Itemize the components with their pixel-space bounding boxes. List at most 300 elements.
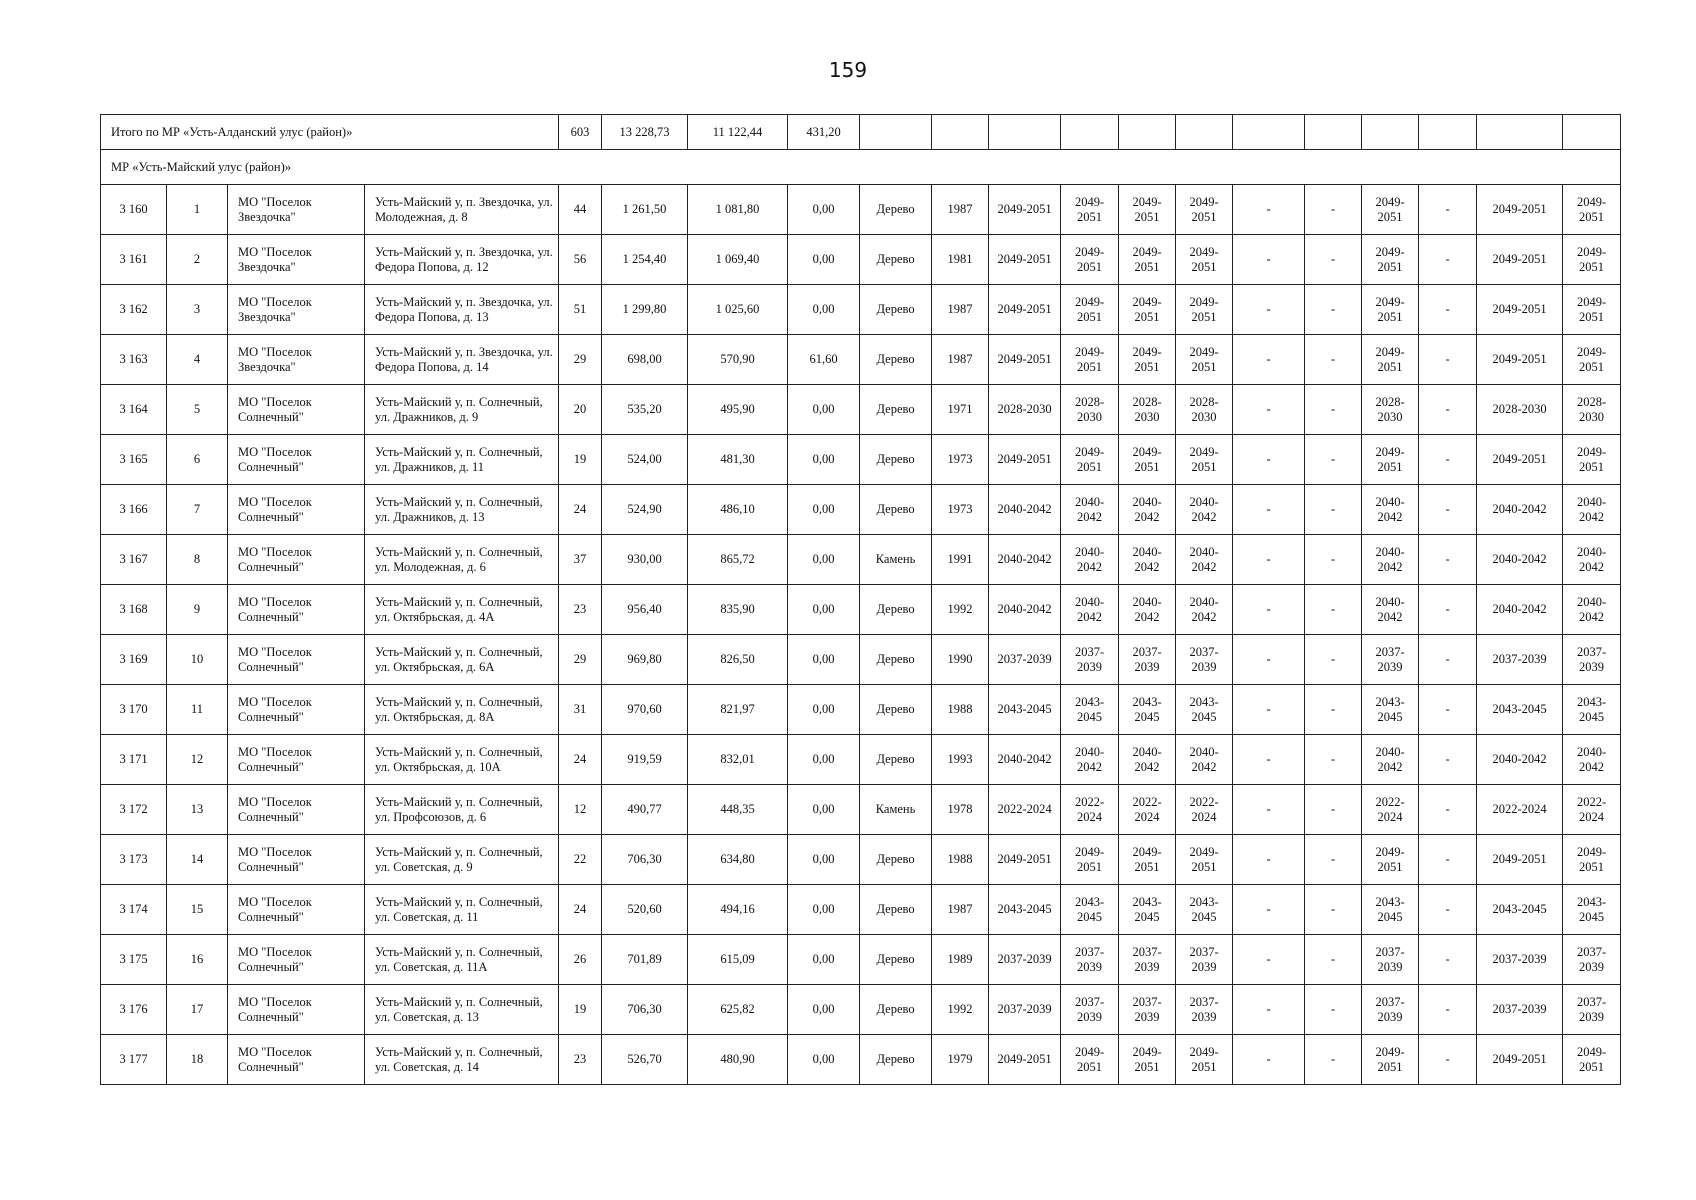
cell-period-10: 2037-2039 (1563, 985, 1621, 1035)
cell-residents: 51 (559, 285, 602, 335)
cell-year: 1988 (932, 835, 989, 885)
cell-period-8: - (1419, 435, 1477, 485)
cell-address: Усть-Майский у, п. Солнечный, ул. Октябрьская, д. 4А (365, 585, 559, 635)
empty-cell (1362, 115, 1419, 150)
cell-period-8: - (1419, 535, 1477, 585)
cell-period-9: 2037-2039 (1477, 935, 1563, 985)
cell-period-2: 2049-2051 (1061, 435, 1119, 485)
cell-residential-area: 486,10 (688, 485, 788, 535)
table-row (101, 485, 1621, 535)
cell-municipality: МО "Поселок Солнечный" (228, 835, 365, 885)
cell-period-2: 2049-2051 (1061, 235, 1119, 285)
cell-wall-material: Дерево (860, 185, 932, 235)
cell-total-area: 956,40 (602, 585, 688, 635)
cell-period-7: 2049-2051 (1362, 435, 1419, 485)
cell-residential-area: 832,01 (688, 735, 788, 785)
cell-period-5: - (1233, 535, 1305, 585)
cell-residents: 19 (559, 435, 602, 485)
cell-period-5: - (1233, 835, 1305, 885)
cell-period-2: 2040-2042 (1061, 485, 1119, 535)
cell-period-6: - (1305, 385, 1362, 435)
cell-municipality: МО "Поселок Солнечный" (228, 585, 365, 635)
cell-period-7: 2037-2039 (1362, 935, 1419, 985)
cell-total-area: 526,70 (602, 1035, 688, 1085)
cell-id: 3 166 (101, 485, 167, 535)
cell-nonresidential-area: 0,00 (788, 485, 860, 535)
cell-year: 1971 (932, 385, 989, 435)
cell-nonresidential-area: 0,00 (788, 385, 860, 435)
cell-period-2: 2037-2039 (1061, 635, 1119, 685)
cell-residential-area: 835,90 (688, 585, 788, 635)
cell-period-3: 2049-2051 (1119, 835, 1176, 885)
cell-period-8: - (1419, 585, 1477, 635)
cell-total-area: 1 299,80 (602, 285, 688, 335)
cell-address: Усть-Майский у, п. Солнечный, ул. Профсоюзов, д. 6 (365, 785, 559, 835)
cell-period-7: 2028-2030 (1362, 385, 1419, 435)
cell-id: 3 168 (101, 585, 167, 635)
cell-residents: 22 (559, 835, 602, 885)
cell-period-8: - (1419, 685, 1477, 735)
empty-cell (1233, 115, 1305, 150)
cell-period-9: 2043-2045 (1477, 685, 1563, 735)
empty-cell (1477, 115, 1563, 150)
cell-municipality: МО "Поселок Солнечный" (228, 985, 365, 1035)
cell-address: Усть-Майский у, п. Звездочка, ул. Молодежная, д. 8 (365, 185, 559, 235)
cell-nonresidential-area: 0,00 (788, 735, 860, 785)
cell-period-3: 2049-2051 (1119, 235, 1176, 285)
table-row (101, 585, 1621, 635)
cell-municipality: МО "Поселок Солнечный" (228, 735, 365, 785)
cell-period-3: 2040-2042 (1119, 585, 1176, 635)
cell-nonresidential-area: 0,00 (788, 785, 860, 835)
cell-period-4: 2037-2039 (1176, 985, 1233, 1035)
cell-period-4: 2049-2051 (1176, 435, 1233, 485)
cell-period-4: 2043-2045 (1176, 885, 1233, 935)
cell-period-6: - (1305, 535, 1362, 585)
cell-period-6: - (1305, 735, 1362, 785)
cell-residential-area: 481,30 (688, 435, 788, 485)
cell-total-area: 1 261,50 (602, 185, 688, 235)
cell-wall-material: Дерево (860, 585, 932, 635)
cell-period-4: 2040-2042 (1176, 735, 1233, 785)
table-row (101, 635, 1621, 685)
cell-period-4: 2049-2051 (1176, 185, 1233, 235)
cell-year: 1987 (932, 185, 989, 235)
cell-id: 3 177 (101, 1035, 167, 1085)
cell-period-3: 2040-2042 (1119, 735, 1176, 785)
cell-period-4: 2028-2030 (1176, 385, 1233, 435)
cell-period-8: - (1419, 385, 1477, 435)
cell-period-5: - (1233, 885, 1305, 935)
cell-period-1: 2049-2051 (989, 835, 1061, 885)
housing-register-table (100, 114, 1621, 1085)
cell-period-6: - (1305, 685, 1362, 735)
cell-period-3: 2040-2042 (1119, 535, 1176, 585)
cell-period-4: 2049-2051 (1176, 835, 1233, 885)
cell-period-6: - (1305, 935, 1362, 985)
cell-total-area: 919,59 (602, 735, 688, 785)
cell-period-6: - (1305, 885, 1362, 935)
cell-period-10: 2037-2039 (1563, 635, 1621, 685)
cell-nonresidential-area: 0,00 (788, 285, 860, 335)
cell-period-10: 2040-2042 (1563, 585, 1621, 635)
cell-period-7: 2037-2039 (1362, 985, 1419, 1035)
cell-nonresidential-area: 0,00 (788, 685, 860, 735)
cell-nonresidential-area: 0,00 (788, 985, 860, 1035)
cell-period-9: 2028-2030 (1477, 385, 1563, 435)
total-residential-area: 11 122,44 (688, 115, 788, 150)
cell-address: Усть-Майский у, п. Солнечный, ул. Советская, д. 14 (365, 1035, 559, 1085)
cell-period-4: 2037-2039 (1176, 935, 1233, 985)
cell-period-8: - (1419, 985, 1477, 1035)
cell-period-1: 2049-2051 (989, 235, 1061, 285)
table-row (101, 535, 1621, 585)
total-nonresidential-area: 431,20 (788, 115, 860, 150)
cell-period-10: 2049-2051 (1563, 435, 1621, 485)
cell-address: Усть-Майский у, п. Солнечный, ул. Дражников, д. 9 (365, 385, 559, 435)
cell-year: 1989 (932, 935, 989, 985)
cell-period-3: 2037-2039 (1119, 635, 1176, 685)
cell-period-3: 2043-2045 (1119, 685, 1176, 735)
table-row (101, 335, 1621, 385)
table-row (101, 1035, 1621, 1085)
empty-cell (1563, 115, 1621, 150)
cell-period-8: - (1419, 335, 1477, 385)
cell-period-5: - (1233, 335, 1305, 385)
cell-number: 9 (167, 585, 228, 635)
total-label: Итого по МР «Усть-Алданский улус (район)» (101, 115, 559, 150)
empty-cell (1419, 115, 1477, 150)
cell-period-9: 2049-2051 (1477, 435, 1563, 485)
cell-period-9: 2049-2051 (1477, 285, 1563, 335)
cell-id: 3 160 (101, 185, 167, 235)
cell-period-3: 2049-2051 (1119, 285, 1176, 335)
cell-period-3: 2049-2051 (1119, 435, 1176, 485)
cell-wall-material: Дерево (860, 735, 932, 785)
cell-period-1: 2049-2051 (989, 435, 1061, 485)
cell-period-5: - (1233, 635, 1305, 685)
cell-period-10: 2049-2051 (1563, 1035, 1621, 1085)
cell-period-10: 2049-2051 (1563, 335, 1621, 385)
cell-period-6: - (1305, 185, 1362, 235)
cell-period-9: 2049-2051 (1477, 185, 1563, 235)
cell-id: 3 164 (101, 385, 167, 435)
cell-residential-area: 1 069,40 (688, 235, 788, 285)
cell-period-2: 2043-2045 (1061, 885, 1119, 935)
cell-id: 3 167 (101, 535, 167, 585)
cell-period-7: 2040-2042 (1362, 585, 1419, 635)
cell-municipality: МО "Поселок Звездочка" (228, 185, 365, 235)
cell-period-5: - (1233, 185, 1305, 235)
cell-period-4: 2037-2039 (1176, 635, 1233, 685)
cell-period-4: 2040-2042 (1176, 585, 1233, 635)
cell-period-10: 2022-2024 (1563, 785, 1621, 835)
cell-municipality: МО "Поселок Солнечный" (228, 385, 365, 435)
cell-address: Усть-Майский у, п. Солнечный, ул. Советская, д. 9 (365, 835, 559, 885)
cell-period-9: 2049-2051 (1477, 235, 1563, 285)
cell-period-2: 2037-2039 (1061, 985, 1119, 1035)
cell-period-5: - (1233, 735, 1305, 785)
cell-period-6: - (1305, 635, 1362, 685)
cell-wall-material: Дерево (860, 635, 932, 685)
cell-number: 3 (167, 285, 228, 335)
table-row (101, 435, 1621, 485)
cell-period-5: - (1233, 935, 1305, 985)
table-row (101, 735, 1621, 785)
cell-period-9: 2040-2042 (1477, 585, 1563, 635)
cell-period-2: 2037-2039 (1061, 935, 1119, 985)
cell-period-3: 2049-2051 (1119, 185, 1176, 235)
cell-residential-area: 1 025,60 (688, 285, 788, 335)
table-row (101, 985, 1621, 1035)
cell-id: 3 174 (101, 885, 167, 935)
cell-period-2: 2040-2042 (1061, 585, 1119, 635)
cell-id: 3 171 (101, 735, 167, 785)
cell-residents: 23 (559, 1035, 602, 1085)
empty-cell (860, 115, 932, 150)
cell-period-6: - (1305, 785, 1362, 835)
cell-number: 2 (167, 235, 228, 285)
cell-residential-area: 1 081,80 (688, 185, 788, 235)
cell-period-3: 2037-2039 (1119, 985, 1176, 1035)
cell-address: Усть-Майский у, п. Солнечный, ул. Советская, д. 11А (365, 935, 559, 985)
cell-residential-area: 570,90 (688, 335, 788, 385)
cell-period-8: - (1419, 735, 1477, 785)
cell-total-area: 1 254,40 (602, 235, 688, 285)
cell-period-7: 2040-2042 (1362, 485, 1419, 535)
cell-residents: 37 (559, 535, 602, 585)
cell-number: 1 (167, 185, 228, 235)
cell-address: Усть-Майский у, п. Солнечный, ул. Дражников, д. 11 (365, 435, 559, 485)
cell-period-10: 2049-2051 (1563, 185, 1621, 235)
cell-wall-material: Дерево (860, 685, 932, 735)
cell-total-area: 524,00 (602, 435, 688, 485)
cell-period-2: 2049-2051 (1061, 335, 1119, 385)
district-row (101, 150, 1621, 185)
cell-wall-material: Дерево (860, 435, 932, 485)
cell-period-9: 2040-2042 (1477, 485, 1563, 535)
empty-cell (1061, 115, 1119, 150)
cell-year: 1991 (932, 535, 989, 585)
cell-nonresidential-area: 0,00 (788, 535, 860, 585)
cell-total-area: 520,60 (602, 885, 688, 935)
table-row (101, 885, 1621, 935)
cell-period-6: - (1305, 1035, 1362, 1085)
cell-period-7: 2049-2051 (1362, 185, 1419, 235)
cell-address: Усть-Майский у, п. Солнечный, ул. Советская, д. 13 (365, 985, 559, 1035)
cell-period-5: - (1233, 985, 1305, 1035)
cell-total-area: 535,20 (602, 385, 688, 435)
cell-total-area: 969,80 (602, 635, 688, 685)
cell-nonresidential-area: 0,00 (788, 435, 860, 485)
cell-period-8: - (1419, 185, 1477, 235)
cell-period-4: 2049-2051 (1176, 1035, 1233, 1085)
total-residents: 603 (559, 115, 602, 150)
cell-period-10: 2049-2051 (1563, 285, 1621, 335)
cell-wall-material: Дерево (860, 235, 932, 285)
cell-period-2: 2040-2042 (1061, 735, 1119, 785)
cell-period-1: 2043-2045 (989, 885, 1061, 935)
cell-period-7: 2049-2051 (1362, 235, 1419, 285)
total-area: 13 228,73 (602, 115, 688, 150)
cell-period-7: 2049-2051 (1362, 1035, 1419, 1085)
cell-period-1: 2049-2051 (989, 285, 1061, 335)
cell-nonresidential-area: 0,00 (788, 585, 860, 635)
cell-wall-material: Камень (860, 785, 932, 835)
cell-period-10: 2049-2051 (1563, 235, 1621, 285)
cell-address: Усть-Майский у, п. Звездочка, ул. Федора Попова, д. 13 (365, 285, 559, 335)
cell-year: 1993 (932, 735, 989, 785)
cell-period-10: 2040-2042 (1563, 485, 1621, 535)
empty-cell (989, 115, 1061, 150)
cell-residents: 31 (559, 685, 602, 735)
cell-period-8: - (1419, 635, 1477, 685)
cell-period-10: 2040-2042 (1563, 535, 1621, 585)
cell-total-area: 701,89 (602, 935, 688, 985)
cell-period-2: 2049-2051 (1061, 1035, 1119, 1085)
cell-period-3: 2049-2051 (1119, 335, 1176, 385)
cell-period-3: 2037-2039 (1119, 935, 1176, 985)
cell-period-9: 2022-2024 (1477, 785, 1563, 835)
cell-period-9: 2037-2039 (1477, 635, 1563, 685)
cell-nonresidential-area: 0,00 (788, 835, 860, 885)
empty-cell (1176, 115, 1233, 150)
cell-nonresidential-area: 0,00 (788, 935, 860, 985)
cell-period-9: 2049-2051 (1477, 335, 1563, 385)
cell-period-1: 2049-2051 (989, 335, 1061, 385)
cell-period-7: 2043-2045 (1362, 885, 1419, 935)
cell-period-8: - (1419, 285, 1477, 335)
cell-period-2: 2049-2051 (1061, 185, 1119, 235)
cell-residents: 12 (559, 785, 602, 835)
cell-municipality: МО "Поселок Звездочка" (228, 235, 365, 285)
cell-year: 1987 (932, 285, 989, 335)
cell-period-5: - (1233, 285, 1305, 335)
table-row (101, 685, 1621, 735)
cell-residents: 44 (559, 185, 602, 235)
cell-period-9: 2043-2045 (1477, 885, 1563, 935)
cell-number: 17 (167, 985, 228, 1035)
table-row (101, 935, 1621, 985)
cell-period-10: 2037-2039 (1563, 935, 1621, 985)
cell-address: Усть-Майский у, п. Звездочка, ул. Федора Попова, д. 12 (365, 235, 559, 285)
cell-period-1: 2049-2051 (989, 1035, 1061, 1085)
cell-period-1: 2043-2045 (989, 685, 1061, 735)
cell-period-2: 2028-2030 (1061, 385, 1119, 435)
cell-period-8: - (1419, 235, 1477, 285)
cell-year: 1973 (932, 485, 989, 535)
cell-municipality: МО "Поселок Солнечный" (228, 685, 365, 735)
cell-period-6: - (1305, 335, 1362, 385)
cell-period-7: 2022-2024 (1362, 785, 1419, 835)
cell-municipality: МО "Поселок Солнечный" (228, 1035, 365, 1085)
cell-wall-material: Дерево (860, 335, 932, 385)
cell-residential-area: 448,35 (688, 785, 788, 835)
cell-period-9: 2037-2039 (1477, 985, 1563, 1035)
cell-residents: 29 (559, 635, 602, 685)
cell-period-1: 2037-2039 (989, 985, 1061, 1035)
cell-total-area: 970,60 (602, 685, 688, 735)
cell-period-8: - (1419, 885, 1477, 935)
cell-number: 10 (167, 635, 228, 685)
cell-municipality: МО "Поселок Звездочка" (228, 335, 365, 385)
cell-wall-material: Камень (860, 535, 932, 585)
cell-id: 3 173 (101, 835, 167, 885)
cell-period-6: - (1305, 485, 1362, 535)
empty-cell (1305, 115, 1362, 150)
cell-residential-area: 480,90 (688, 1035, 788, 1085)
cell-year: 1987 (932, 885, 989, 935)
empty-cell (932, 115, 989, 150)
cell-residential-area: 494,16 (688, 885, 788, 935)
cell-year: 1992 (932, 585, 989, 635)
cell-nonresidential-area: 61,60 (788, 335, 860, 385)
cell-total-area: 930,00 (602, 535, 688, 585)
cell-period-10: 2043-2045 (1563, 885, 1621, 935)
total-row (101, 115, 1621, 150)
table-row (101, 185, 1621, 235)
cell-residents: 20 (559, 385, 602, 435)
cell-period-3: 2043-2045 (1119, 885, 1176, 935)
cell-period-2: 2049-2051 (1061, 835, 1119, 885)
cell-period-10: 2049-2051 (1563, 835, 1621, 885)
cell-wall-material: Дерево (860, 985, 932, 1035)
cell-nonresidential-area: 0,00 (788, 1035, 860, 1085)
cell-period-2: 2040-2042 (1061, 535, 1119, 585)
cell-municipality: МО "Поселок Звездочка" (228, 285, 365, 335)
cell-period-3: 2028-2030 (1119, 385, 1176, 435)
cell-period-10: 2028-2030 (1563, 385, 1621, 435)
cell-residents: 23 (559, 585, 602, 635)
cell-period-2: 2049-2051 (1061, 285, 1119, 335)
cell-period-4: 2040-2042 (1176, 485, 1233, 535)
cell-id: 3 176 (101, 985, 167, 1035)
cell-id: 3 172 (101, 785, 167, 835)
cell-period-7: 2040-2042 (1362, 735, 1419, 785)
cell-period-4: 2022-2024 (1176, 785, 1233, 835)
cell-number: 14 (167, 835, 228, 885)
cell-address: Усть-Майский у, п. Солнечный, ул. Октябрьская, д. 6А (365, 635, 559, 685)
cell-nonresidential-area: 0,00 (788, 635, 860, 685)
cell-residents: 56 (559, 235, 602, 285)
cell-municipality: МО "Поселок Солнечный" (228, 535, 365, 585)
cell-period-1: 2049-2051 (989, 185, 1061, 235)
cell-number: 11 (167, 685, 228, 735)
cell-period-1: 2040-2042 (989, 735, 1061, 785)
cell-residential-area: 495,90 (688, 385, 788, 435)
cell-number: 6 (167, 435, 228, 485)
cell-period-8: - (1419, 1035, 1477, 1085)
cell-nonresidential-area: 0,00 (788, 235, 860, 285)
cell-year: 1973 (932, 435, 989, 485)
cell-residents: 19 (559, 985, 602, 1035)
cell-year: 1990 (932, 635, 989, 685)
empty-cell (1119, 115, 1176, 150)
cell-period-3: 2040-2042 (1119, 485, 1176, 535)
cell-residential-area: 821,97 (688, 685, 788, 735)
cell-period-1: 2022-2024 (989, 785, 1061, 835)
cell-id: 3 175 (101, 935, 167, 985)
cell-period-8: - (1419, 835, 1477, 885)
cell-year: 1978 (932, 785, 989, 835)
cell-period-1: 2037-2039 (989, 635, 1061, 685)
cell-total-area: 524,90 (602, 485, 688, 535)
cell-period-3: 2049-2051 (1119, 1035, 1176, 1085)
cell-address: Усть-Майский у, п. Звездочка, ул. Федора Попова, д. 14 (365, 335, 559, 385)
cell-period-7: 2049-2051 (1362, 335, 1419, 385)
cell-period-8: - (1419, 785, 1477, 835)
district-label: МР «Усть-Майский улус (район)» (101, 150, 1621, 185)
